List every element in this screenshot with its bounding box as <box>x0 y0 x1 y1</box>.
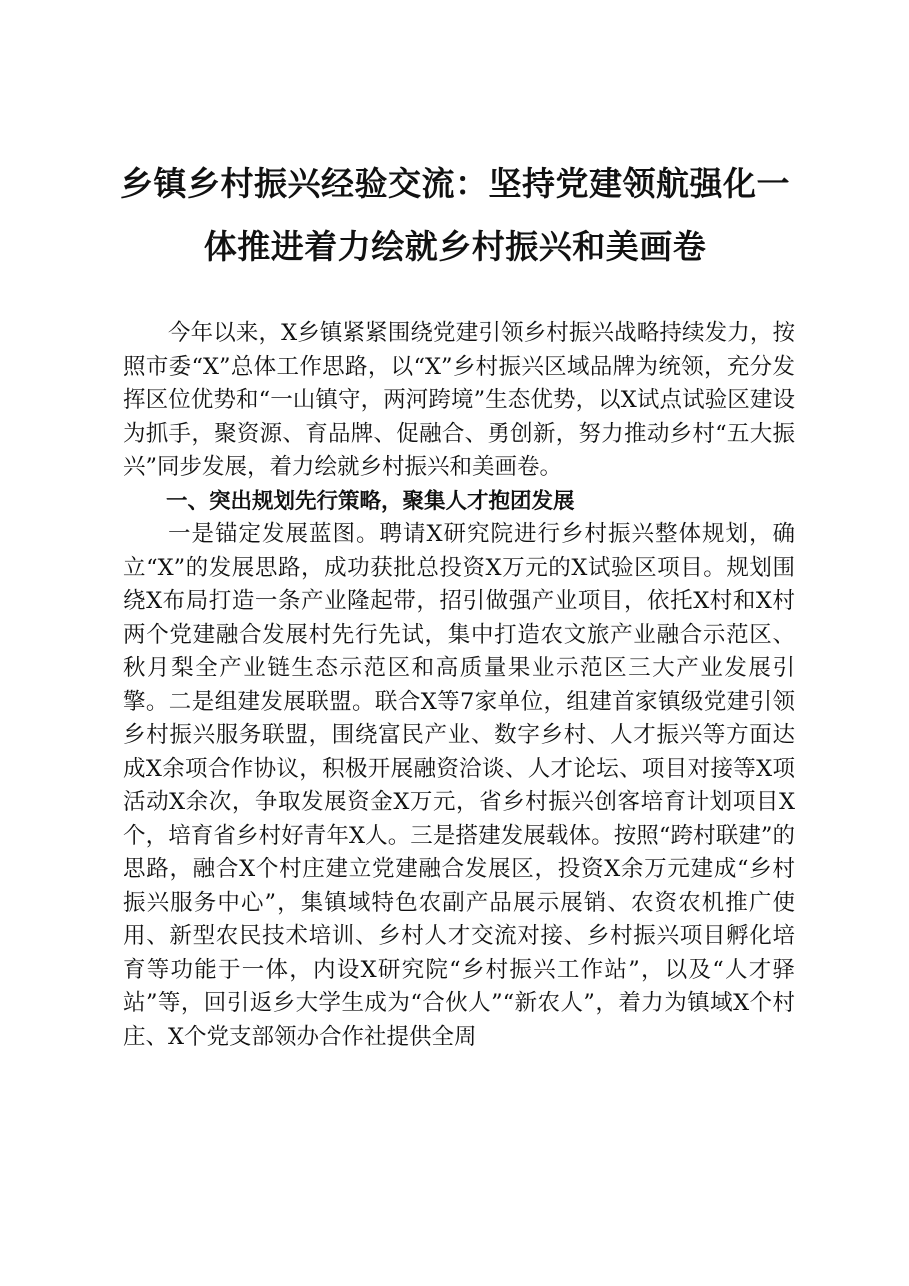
section-1-heading: 一、突出规划先行策略，聚集人才抱团发展 <box>166 488 575 514</box>
title-line-1: 乡镇乡村振兴经验交流：坚持党建领航强化一 <box>120 164 790 203</box>
section-1-paragraph: 一是锚定发展蓝图。聘请X研究院进行乡村振兴整体规划，确立“X”的发展思路，成功获批总投资X万元的X试验区项目。规划围绕X布局打造一条产业隆起带，招引做强产业项目，依托X村和X村两个党建融合发展村先行先试，集中打造农文旅产业融合示范区、秋月梨全产业链生态示范区和高质量果业示范区三大产业发展引擎。二是组建发展联盟。联合X等7家单位，组建首家镇级党建引领乡村振兴服务联盟，围绕富民产业、数字乡村、人才振兴等方面达成X余项合作协议，积极开展融资洽谈、人才论坛、项目对接等X项活动X余次，争取发展资金X万元，省乡村振兴创客培育计划项目X个，培育省乡村好青年X人。三是搭建发展载体。按照“跨村联建”的思路，融合X个村庄建立党建融合发展区，投资X余万元建成“乡村振兴服务中心”，集镇域特色农副产品展示展销、农资农机推广使用、新型农民技术培训、乡村人才交流对接、乡村振兴项目孵化培育等功能于一体，内设X研究院“乡村振兴工作站”，以及“人才驿站”等，回引返乡大学生成为“合伙人”“新农人”，着力为镇域X个村庄、X个党支部领办合作社提供全周 <box>123 521 795 1050</box>
intro-paragraph: 今年以来，X乡镇紧紧围绕党建引领乡村振兴战略持续发力，按照市委“X”总体工作思路，以“X”乡村振兴区域品牌为统领，充分发挥区位优势和“一山镇守，两河跨境”生态优势，以X试点试验区建设为抓手，聚资源、育品牌、促融合、勇创新，努力推动乡村“五大振兴”同步发展，着力绘就乡村振兴和美画卷。 <box>123 320 795 480</box>
title-line-2: 体推进着力绘就乡村振兴和美画卷 <box>203 227 707 266</box>
document-body <box>123 317 795 1054</box>
document-title <box>110 152 800 278</box>
